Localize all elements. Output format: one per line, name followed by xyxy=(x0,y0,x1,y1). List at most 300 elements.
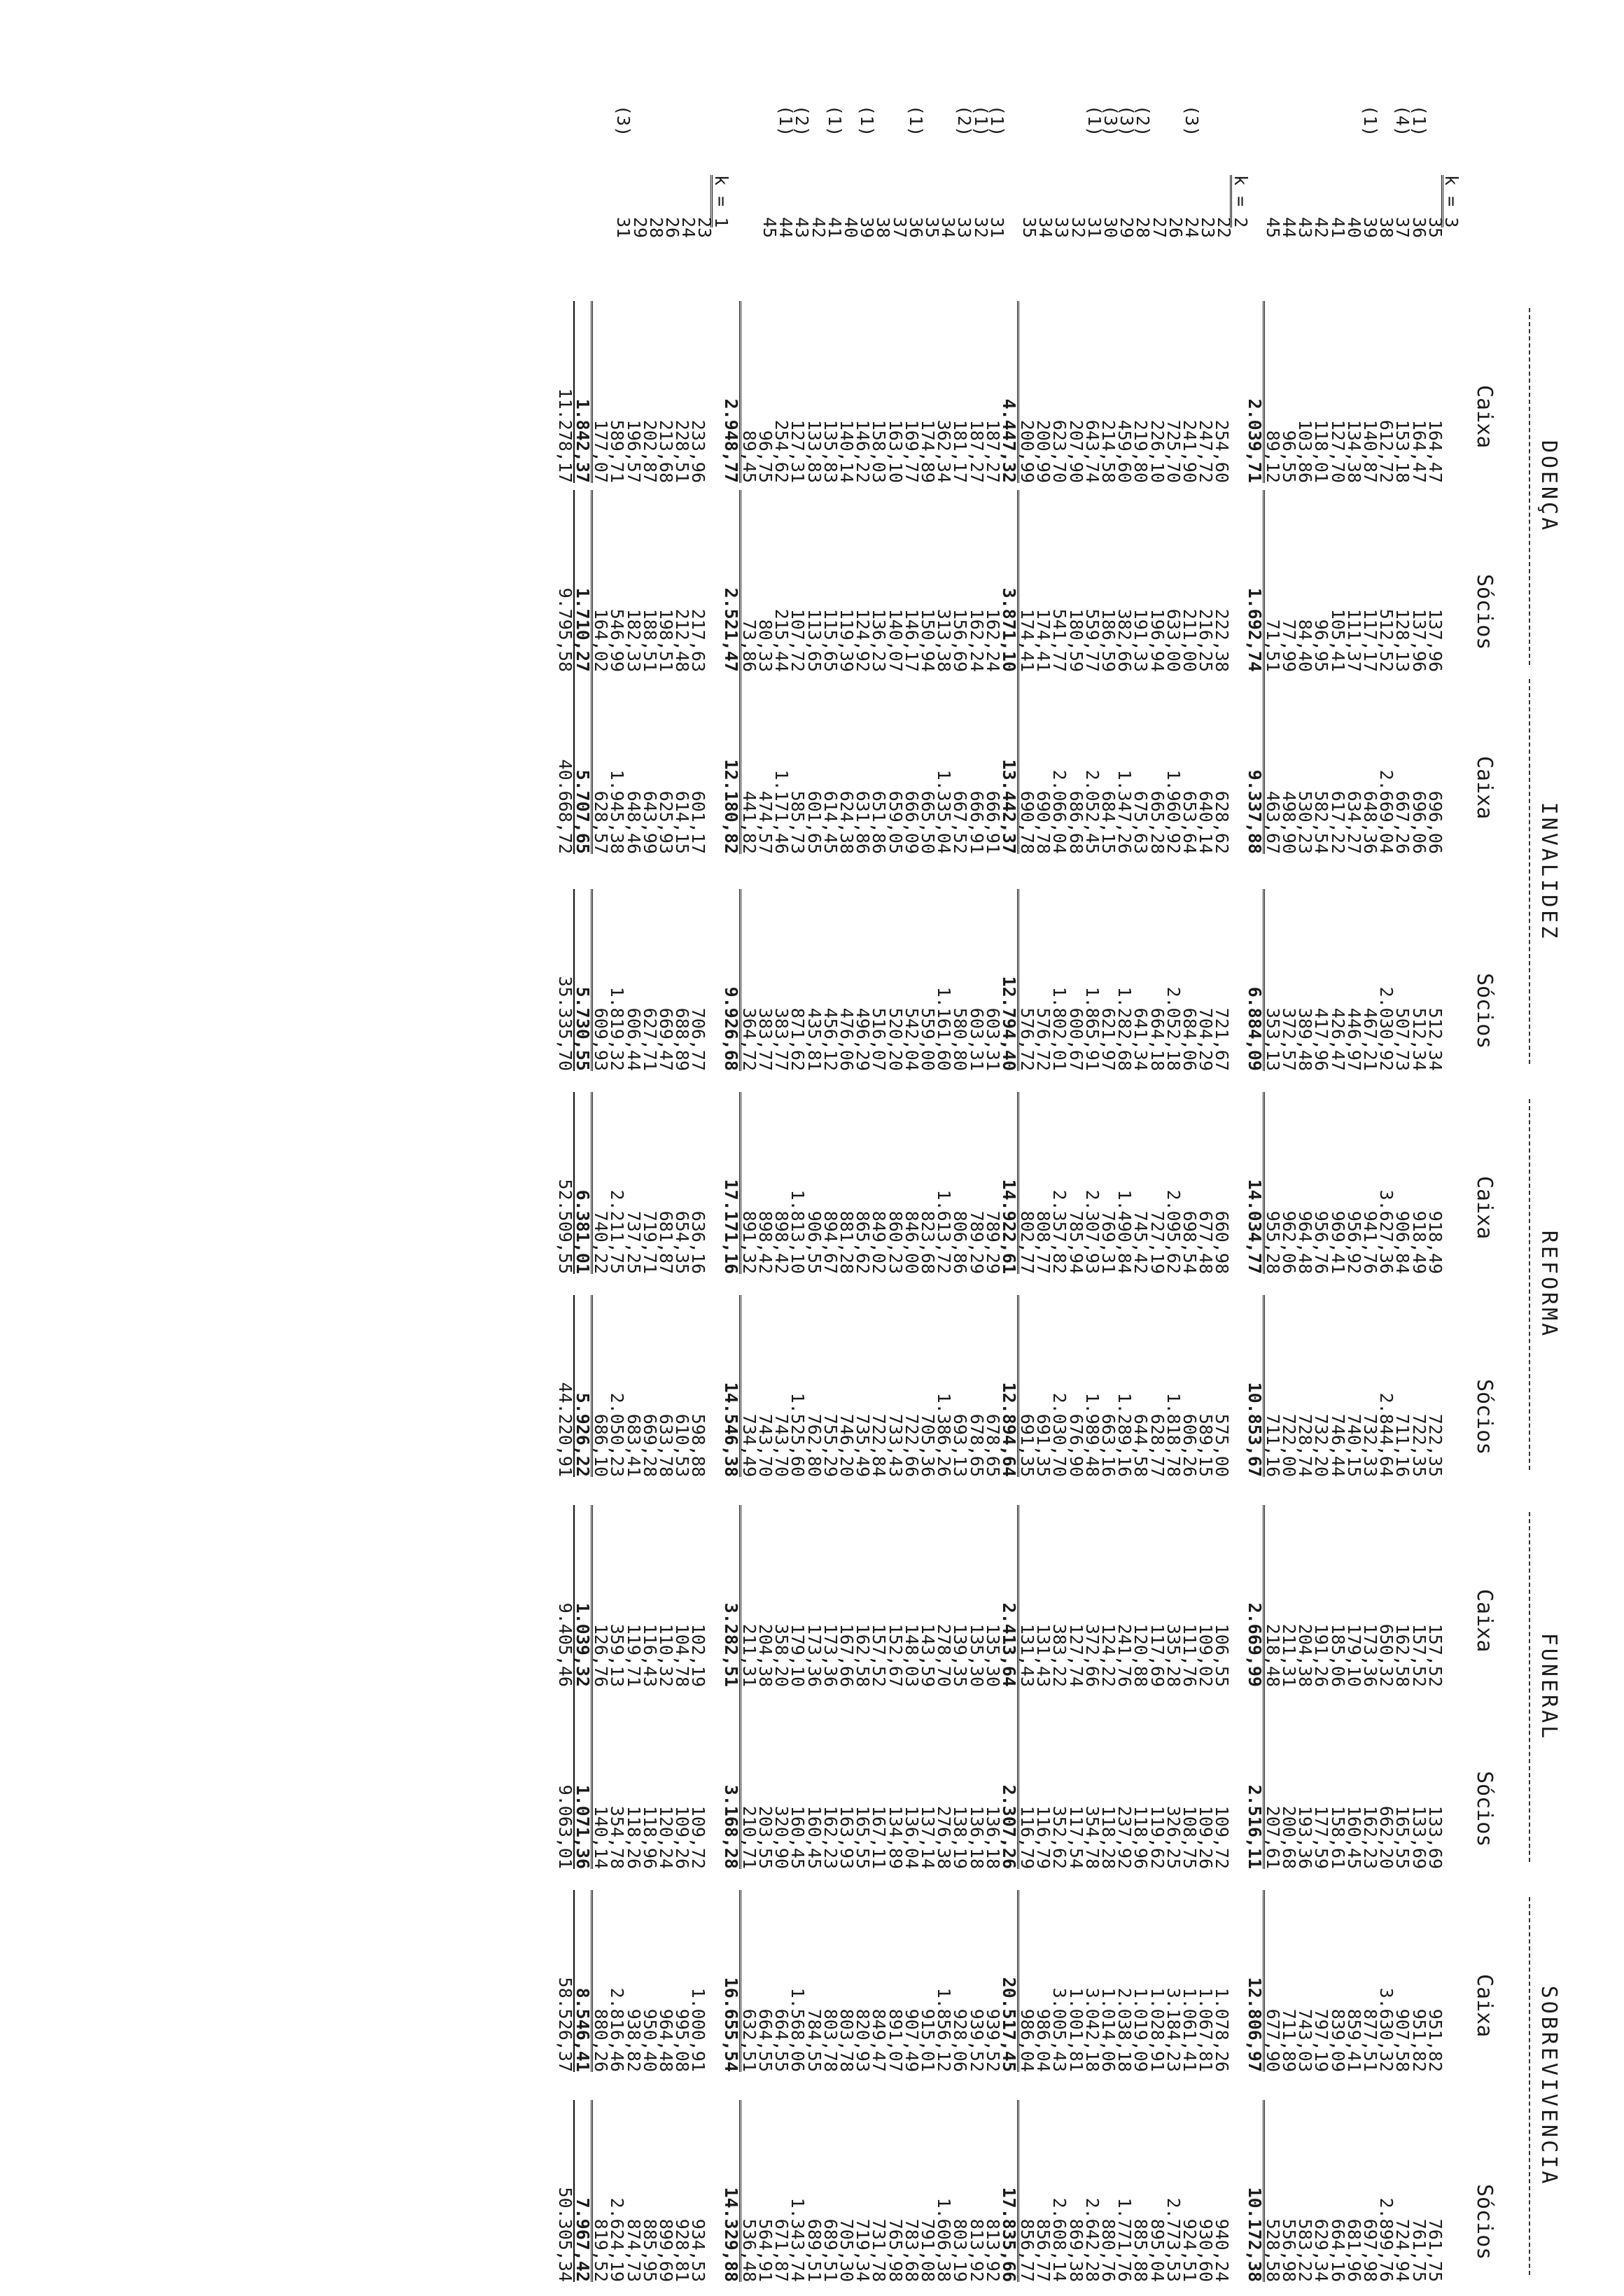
value-cell: 1.343,74 xyxy=(788,2197,808,2282)
value-cell: 146,22 xyxy=(853,419,874,483)
value-cell: 417,96 xyxy=(1311,1007,1332,1071)
value-cell: 693,13 xyxy=(950,1413,971,1477)
row-label xyxy=(1279,105,1300,315)
value-cell: 632,51 xyxy=(738,2008,760,2072)
value-cell: 162,24 xyxy=(982,608,1003,672)
row-label xyxy=(1070,105,1086,315)
age-label: 42 xyxy=(808,217,829,239)
group-rule xyxy=(1529,308,1530,665)
value-cell: 662,20 xyxy=(1376,1805,1397,1869)
value-cell: 3.627,36 xyxy=(1376,1189,1397,1274)
value-cell: 113,65 xyxy=(804,608,825,672)
age-label: 38 xyxy=(873,217,894,239)
subtotal-cell: 2.413,64 xyxy=(1001,1505,1019,1687)
value-cell: 941,76 xyxy=(1360,1210,1381,1274)
age-label: 41 xyxy=(1327,217,1348,239)
value-cell: 885,88 xyxy=(1130,2218,1152,2282)
value-cell: 664,16 xyxy=(1327,2218,1348,2282)
value-cell: 803,78 xyxy=(820,2008,841,2072)
value-cell: 117,54 xyxy=(1065,1805,1086,1869)
age-label: 29 xyxy=(1116,217,1138,239)
value-cell: 174,41 xyxy=(1033,608,1054,672)
value-cell: 219,80 xyxy=(1130,419,1152,483)
value-cell: 995,08 xyxy=(672,2008,693,2072)
subtotal-cell: 4.447,32 xyxy=(1001,301,1019,483)
caixa-header: Caixa xyxy=(1472,1974,1497,2038)
caixa-column xyxy=(554,1092,1460,1274)
value-cell: 326,25 xyxy=(1163,1805,1184,1869)
value-cell: 143,59 xyxy=(918,1623,938,1687)
footnote-marker: (1) xyxy=(970,105,991,137)
age-label: 45 xyxy=(760,217,780,239)
value-cell: 585,73 xyxy=(788,790,808,854)
subtotal-cell: 14.922,61 xyxy=(1001,1092,1019,1274)
value-cell: 131,43 xyxy=(1033,1623,1054,1687)
value-cell: 160,45 xyxy=(1343,1805,1364,1869)
value-cell: 146,17 xyxy=(901,608,922,672)
value-cell: 803,78 xyxy=(836,2008,858,2072)
row-label xyxy=(1214,105,1235,315)
row-label xyxy=(889,105,910,315)
value-cell: 188,51 xyxy=(639,608,660,672)
value-cell: 226,10 xyxy=(1147,419,1168,483)
value-cell: 2.038,18 xyxy=(1114,1987,1135,2072)
value-cell: 711,16 xyxy=(1392,1413,1413,1477)
value-cell: 89,12 xyxy=(1262,430,1283,483)
value-cell: 746,20 xyxy=(836,1413,858,1477)
value-cell: 621,97 xyxy=(1098,1007,1119,1071)
age-label: 27 xyxy=(1149,217,1170,239)
value-cell: 2.066,04 xyxy=(1049,769,1070,854)
value-cell: 109,72 xyxy=(1212,1805,1233,1869)
value-cell: 950,40 xyxy=(639,2008,660,2072)
value-cell: 446,97 xyxy=(1343,1007,1364,1071)
value-cell: 849,47 xyxy=(869,2008,890,2072)
subtotal-cell: 2.039,71 xyxy=(1247,301,1265,483)
age-label: 32 xyxy=(970,217,991,239)
caixa-header: Caixa xyxy=(1472,1176,1497,1240)
value-cell: 690,78 xyxy=(1033,790,1054,854)
row-label xyxy=(1249,105,1265,315)
value-cell: 118,26 xyxy=(623,1805,644,1869)
caixa-header: Caixa xyxy=(1472,385,1497,449)
row-label xyxy=(1392,105,1413,315)
value-cell: 254,60 xyxy=(1212,419,1233,483)
footnote-marker: (3) xyxy=(613,105,634,137)
row-label xyxy=(954,105,975,315)
value-cell: 860,23 xyxy=(885,1210,906,1274)
value-cell: 364,72 xyxy=(738,1007,760,1071)
value-cell: 110,32 xyxy=(656,1623,676,1687)
value-cell: 111,76 xyxy=(1180,1623,1200,1687)
subtotal-cell: 1.692,74 xyxy=(1247,490,1265,672)
value-cell: 823,68 xyxy=(918,1210,938,1274)
value-cell: 187,27 xyxy=(982,419,1003,483)
value-cell: 940,24 xyxy=(1212,2218,1233,2282)
value-cell: 688,89 xyxy=(672,1007,693,1071)
value-cell: 2.050,23 xyxy=(607,1392,628,1477)
age-label: 29 xyxy=(629,217,650,239)
age-label: 34 xyxy=(938,217,959,239)
age-label: 31 xyxy=(986,217,1007,239)
value-cell: 951,82 xyxy=(1424,2008,1446,2072)
value-cell: 731,78 xyxy=(869,2218,890,2282)
age-label: 23 xyxy=(1198,217,1219,239)
value-cell: 869,38 xyxy=(1065,2218,1086,2282)
value-cell: 276,38 xyxy=(934,1805,955,1869)
value-cell: 603,31 xyxy=(966,1007,987,1071)
value-cell: 3.005,43 xyxy=(1049,1987,1070,2072)
value-cell: 105,41 xyxy=(1327,608,1348,672)
subtotal-cell: 2.516,11 xyxy=(1247,1687,1265,1869)
footnote-marker: (1) xyxy=(857,105,878,137)
value-cell: 217,63 xyxy=(688,608,709,672)
row-label xyxy=(808,105,829,315)
value-cell: 177,07 xyxy=(591,419,612,483)
value-cell xyxy=(1443,2100,1460,2282)
age-label: 28 xyxy=(1133,217,1154,239)
age-label: 31 xyxy=(613,217,634,239)
age-label: 26 xyxy=(1165,217,1186,239)
group-title: DOENÇA xyxy=(1536,440,1561,533)
value-cell: 641,34 xyxy=(1130,1007,1152,1071)
value-cell: 664,55 xyxy=(771,2008,792,2072)
row-label xyxy=(1343,105,1364,315)
row-label xyxy=(986,105,1007,315)
value-cell: 601,17 xyxy=(688,790,709,854)
age-label: 30 xyxy=(1100,217,1121,239)
value-cell: 204,38 xyxy=(755,1623,776,1687)
value-cell: 706,77 xyxy=(688,1007,709,1071)
value-cell: 131,43 xyxy=(1017,1623,1038,1687)
value-cell: 721,67 xyxy=(1212,1007,1233,1071)
value-cell: 3.630,32 xyxy=(1376,1987,1397,2072)
value-cell: 162,58 xyxy=(1392,1623,1413,1687)
value-cell: 628,57 xyxy=(591,790,612,854)
subtotal-cell: 3.282,51 xyxy=(723,1505,741,1687)
value-cell: 137,96 xyxy=(1424,608,1446,672)
value-cell: 722,35 xyxy=(1408,1413,1429,1477)
socios-header: Sócios xyxy=(1472,973,1497,1049)
value-cell: 1.960,92 xyxy=(1163,769,1184,854)
row-label xyxy=(1184,105,1200,315)
value-cell: 705,36 xyxy=(918,1413,938,1477)
value-cell: 383,77 xyxy=(755,1007,776,1071)
value-cell: 600,67 xyxy=(1065,1007,1086,1071)
value-cell: 140,07 xyxy=(885,608,906,672)
value-cell: 663,16 xyxy=(1098,1413,1119,1477)
value-cell: 964,48 xyxy=(1295,1210,1316,1274)
value-cell: 1.802,01 xyxy=(1049,986,1070,1071)
value-cell: 628,62 xyxy=(1212,790,1233,854)
value-cell: 135,30 xyxy=(966,1623,987,1687)
value-cell: 528,58 xyxy=(1262,2218,1283,2282)
value-cell: 627,71 xyxy=(639,1007,660,1071)
value-cell: 546,99 xyxy=(607,608,628,672)
value-cell: 140,14 xyxy=(836,419,858,483)
value-cell: 1.490,84 xyxy=(1114,1189,1135,1274)
value-cell: 164,02 xyxy=(591,608,612,672)
value-cell: 643,99 xyxy=(639,790,660,854)
age-label: 45 xyxy=(1262,217,1283,239)
value-cell: 476,06 xyxy=(836,1007,858,1071)
row-label xyxy=(970,105,991,315)
value-cell: 813,92 xyxy=(966,2218,987,2282)
value-cell: 644,58 xyxy=(1130,1413,1152,1477)
value-cell: 722,66 xyxy=(901,1413,922,1477)
value-cell: 898,42 xyxy=(771,1210,792,1274)
value-cell: 185,06 xyxy=(1327,1623,1348,1687)
value-cell: 813,92 xyxy=(982,2218,1003,2282)
value-cell: 624,38 xyxy=(836,790,858,854)
value-cell: 783,68 xyxy=(901,2218,922,2282)
row-label xyxy=(938,105,959,315)
value-cell: 629,34 xyxy=(1311,2218,1332,2282)
value-cell: 648,36 xyxy=(1360,790,1381,854)
value-cell: 724,94 xyxy=(1392,2218,1413,2282)
value-cell: 200,68 xyxy=(1279,1805,1300,1869)
value-cell: 196,94 xyxy=(1147,608,1168,672)
value-cell: 1.019,09 xyxy=(1130,1987,1152,2072)
value-cell: 1.282,68 xyxy=(1114,986,1135,1071)
row-label xyxy=(599,105,615,315)
value-cell: 698,54 xyxy=(1180,1210,1200,1274)
subtotal-cell: 6.884,09 xyxy=(1247,889,1265,1071)
value-cell: 382,66 xyxy=(1114,608,1135,672)
value-cell: 158,03 xyxy=(869,419,890,483)
value-cell: 137,14 xyxy=(918,1805,938,1869)
block-index-label: k = 3 xyxy=(1441,175,1462,228)
value-cell: 678,65 xyxy=(982,1413,1003,1477)
value-cell: 877,51 xyxy=(1360,2008,1381,2072)
value-cell: 181,17 xyxy=(950,419,971,483)
group-header xyxy=(1498,672,1561,1071)
row-label xyxy=(1360,105,1381,315)
age-label: 39 xyxy=(857,217,878,239)
value-cell: 109,26 xyxy=(672,1805,693,1869)
value-cell: 173,36 xyxy=(1360,1623,1381,1687)
value-cell: 765,98 xyxy=(885,2218,906,2282)
value-cell: 614,15 xyxy=(672,790,693,854)
row-label xyxy=(645,105,666,315)
value-cell: 383,22 xyxy=(1049,1623,1070,1687)
value-cell: 278,70 xyxy=(934,1623,955,1687)
value-cell: 969,41 xyxy=(1327,1210,1348,1274)
value-cell: 162,23 xyxy=(1360,1805,1381,1869)
age-label: 42 xyxy=(1311,217,1332,239)
value-cell: 135,83 xyxy=(820,419,841,483)
value-cell: 745,42 xyxy=(1130,1210,1152,1274)
value-cell: 2.642,28 xyxy=(1082,2197,1102,2282)
value-cell: 789,29 xyxy=(982,1210,1003,1274)
socios-header: Sócios xyxy=(1472,2184,1497,2260)
age-label: 31 xyxy=(1084,217,1105,239)
row-label xyxy=(696,105,713,315)
value-cell: 1.014,06 xyxy=(1098,1987,1119,2072)
value-cell: 215,44 xyxy=(771,608,792,672)
value-cell: 516,07 xyxy=(869,1007,890,1071)
grand-total-cell: 35.335,70 xyxy=(557,889,575,1071)
value-cell: 653,64 xyxy=(1180,790,1200,854)
footnote-marker: (1) xyxy=(1084,105,1105,137)
value-cell: 871,62 xyxy=(788,1007,808,1071)
value-cell: 880,26 xyxy=(591,2008,612,2072)
value-cell: 177,59 xyxy=(1311,1805,1332,1869)
footnote-marker: (1) xyxy=(905,105,926,137)
value-cell: 186,59 xyxy=(1098,608,1119,672)
value-cell: 103,86 xyxy=(1295,419,1316,483)
value-cell: 216,25 xyxy=(1196,608,1217,672)
value-cell: 354,78 xyxy=(607,1805,628,1869)
age-label: 41 xyxy=(824,217,845,239)
value-cell: 633,00 xyxy=(1163,608,1184,672)
value-cell: 204,38 xyxy=(1295,1623,1316,1687)
age-label: 44 xyxy=(1279,217,1300,239)
value-cell: 200,99 xyxy=(1017,419,1038,483)
age-label: 37 xyxy=(1392,217,1413,239)
value-cell: 614,45 xyxy=(820,790,841,854)
subtotal-cell: 13.442,37 xyxy=(1001,672,1019,854)
value-cell: 1.818,78 xyxy=(1163,1392,1184,1477)
value-cell: 157,52 xyxy=(1408,1623,1429,1687)
value-cell: 849,02 xyxy=(869,1210,890,1274)
subtotal-cell: 3.871,10 xyxy=(1001,490,1019,672)
value-cell: 139,35 xyxy=(950,1623,971,1687)
value-cell: 354,78 xyxy=(1082,1805,1102,1869)
socios-column xyxy=(554,889,1460,1071)
value-cell: 118,96 xyxy=(1130,1805,1152,1869)
value-cell: 467,21 xyxy=(1360,1007,1381,1071)
value-cell: 196,57 xyxy=(623,419,644,483)
footnote-marker: (2) xyxy=(954,105,975,137)
value-cell: 956,92 xyxy=(1343,1210,1364,1274)
value-cell: 247,72 xyxy=(1196,419,1217,483)
age-label: 44 xyxy=(776,217,797,239)
age-label: 28 xyxy=(645,217,666,239)
row-label xyxy=(1084,105,1105,315)
value-cell: 696,06 xyxy=(1408,790,1429,854)
grand-total-cell: 11.278,17 xyxy=(557,301,575,483)
value-cell: 180,59 xyxy=(1065,608,1086,672)
subtotal-cell: 5.730,55 xyxy=(575,889,593,1071)
value-cell: 358,20 xyxy=(771,1623,792,1687)
value-cell: 928,81 xyxy=(672,2218,693,2282)
value-cell: 173,36 xyxy=(804,1623,825,1687)
value-cell: 164,47 xyxy=(1408,419,1429,483)
value-cell xyxy=(1443,301,1460,483)
value-cell: 667,52 xyxy=(950,790,971,854)
value-cell: 512,34 xyxy=(1408,1007,1429,1071)
value-cell: 160,45 xyxy=(788,1805,808,1869)
value-cell: 198,51 xyxy=(656,608,676,672)
value-cell: 474,57 xyxy=(755,790,776,854)
value-cell: 127,70 xyxy=(1327,419,1348,483)
row-label xyxy=(792,105,813,315)
value-cell: 111,37 xyxy=(1343,608,1364,672)
footnote-marker: (3) xyxy=(1100,105,1121,137)
value-cell: 820,93 xyxy=(853,2008,874,2072)
row-label xyxy=(1376,105,1397,315)
value-cell: 1.386,26 xyxy=(934,1392,955,1477)
value-cell: 218,48 xyxy=(1262,1623,1283,1687)
value-cell: 3.042,18 xyxy=(1082,1987,1102,2072)
value-cell: 986,04 xyxy=(1033,2008,1054,2072)
value-cell: 1.335,04 xyxy=(934,769,955,854)
value-cell: 1.078,26 xyxy=(1212,1987,1233,2072)
subtotal-cell: 7.967,42 xyxy=(575,2100,593,2282)
value-cell: 735,49 xyxy=(853,1413,874,1477)
value-cell: 880,76 xyxy=(1098,2218,1119,2282)
value-cell: 507,73 xyxy=(1392,1007,1413,1071)
value-cell: 156,69 xyxy=(950,608,971,672)
age-label: 24 xyxy=(1182,217,1202,239)
age-label: 39 xyxy=(1360,217,1381,239)
value-cell: 107,72 xyxy=(788,608,808,672)
value-cell: 683,41 xyxy=(623,1413,644,1477)
value-cell: 918,49 xyxy=(1408,1210,1429,1274)
row-label xyxy=(924,105,940,315)
value-cell: 859,41 xyxy=(1343,2008,1364,2072)
value-cell: 173,36 xyxy=(820,1623,841,1687)
value-cell: 140,14 xyxy=(591,1805,612,1869)
value-cell: 136,18 xyxy=(966,1805,987,1869)
value-cell: 737,25 xyxy=(623,1210,644,1274)
value-cell: 1.819,32 xyxy=(607,986,628,1071)
value-cell: 463,67 xyxy=(1262,790,1283,854)
subtotal-cell: 14.546,38 xyxy=(723,1295,741,1477)
value-cell: 930,60 xyxy=(1196,2218,1217,2282)
value-cell: 681,96 xyxy=(1343,2218,1364,2282)
subtotal-cell: 1.710,27 xyxy=(575,490,593,672)
value-cell: 202,87 xyxy=(639,419,660,483)
value-cell: 353,13 xyxy=(1262,1007,1283,1071)
value-cell: 2.095,62 xyxy=(1163,1189,1184,1274)
value-cell: 684,06 xyxy=(1180,1007,1200,1071)
value-cell: 761,75 xyxy=(1424,2218,1446,2282)
value-cell xyxy=(1443,1505,1460,1687)
value-cell: 203,55 xyxy=(755,1805,776,1869)
value-cell: 228,51 xyxy=(672,419,693,483)
footnote-marker: (1) xyxy=(1408,105,1429,137)
age-label: 35 xyxy=(922,217,942,239)
value-cell: 106,55 xyxy=(1212,1623,1233,1687)
value-cell: 3.184,23 xyxy=(1163,1987,1184,2072)
grand-total-cell: 9.405,46 xyxy=(557,1505,575,1687)
value-cell: 636,16 xyxy=(688,1210,709,1274)
value-cell: 2.608,14 xyxy=(1049,2197,1070,2282)
group-rule xyxy=(1529,1512,1530,1862)
row-label xyxy=(1133,105,1154,315)
value-cell: 512,52 xyxy=(1376,608,1397,672)
row-label xyxy=(1198,105,1219,315)
row-label xyxy=(1165,105,1186,315)
value-cell: 1.289,16 xyxy=(1114,1392,1135,1477)
row-label xyxy=(1443,105,1460,315)
subtotal-cell: 8.546,41 xyxy=(575,1890,593,2072)
value-cell: 1.989,48 xyxy=(1082,1392,1102,1477)
value-cell: 2.052,18 xyxy=(1163,986,1184,1071)
value-cell: 136,18 xyxy=(982,1805,1003,1869)
footnote-marker: (1) xyxy=(824,105,845,137)
value-cell: 727,19 xyxy=(1147,1210,1168,1274)
subtotal-cell: 12.794,40 xyxy=(1001,889,1019,1071)
value-cell: 210,71 xyxy=(738,1805,760,1869)
value-cell: 2.899,76 xyxy=(1376,2197,1397,2282)
value-cell: 2.624,19 xyxy=(607,2197,628,2282)
row-label-column xyxy=(567,105,1460,315)
value-cell: 456,12 xyxy=(820,1007,841,1071)
value-cell: 669,47 xyxy=(656,1007,676,1071)
